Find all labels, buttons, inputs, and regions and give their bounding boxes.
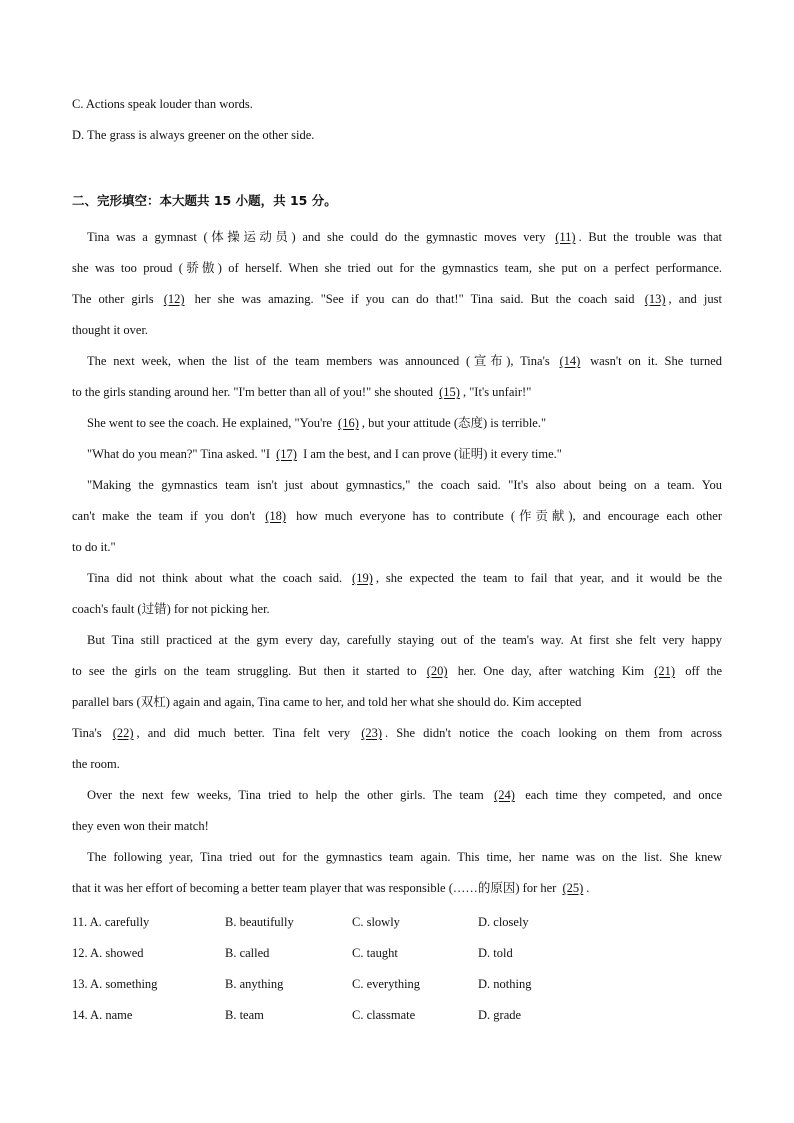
passage-line: to the girls standing around her. "I'm better than all of you!" she shouted (15) , "It's unfair!" xyxy=(72,385,532,399)
answer-option: 13. A. something xyxy=(72,977,158,991)
cloze-blank: (18) xyxy=(265,509,287,523)
passage-line: Over the next few weeks, Tina tried to help the other girls. The team (24) each time they competed, and once xyxy=(87,788,722,802)
answer-option: B. called xyxy=(225,946,270,960)
cloze-blank: (25) xyxy=(562,881,584,895)
passage-line: can't make the team if you don't (18) how much everyone has to contribute (作贡献), and encourage each other xyxy=(72,509,722,523)
cloze-blank: (13) xyxy=(644,292,666,306)
cloze-blank: (20) xyxy=(426,664,448,678)
passage-line: The other girls (12) her she was amazing. "See if you can do that!" Tina said. But the coach said (13) , and just xyxy=(72,292,722,306)
passage-line: The next week, when the list of the team members was announced (宣布), Tina's (14) wasn't on it. She turned xyxy=(87,354,722,368)
answer-option: 11. A. carefully xyxy=(72,915,150,929)
cloze-passage xyxy=(72,222,722,904)
cloze-blank: (14) xyxy=(559,354,581,368)
passage-line: Tina was a gymnast (体操运动员) and she could do the gymnastic moves very (11) . But the trouble was that xyxy=(87,230,723,244)
passage-line: they even won their match! xyxy=(72,819,209,833)
cloze-blank: (12) xyxy=(163,292,185,306)
question-row xyxy=(72,907,722,938)
passage-line: But Tina still practiced at the gym every day, carefully staying out of the team's way. At first she felt very happy xyxy=(87,633,722,647)
answer-option: D. grade xyxy=(478,1008,522,1022)
passage-line: thought it over. xyxy=(72,323,149,337)
passage-line: to see the girls on the team struggling. But then it started to (20) her. One day, after watching Kim (21) off the xyxy=(72,664,722,678)
question-row xyxy=(72,938,722,969)
answer-option: 12. A. showed xyxy=(72,946,144,960)
cloze-blank: (17) xyxy=(276,447,297,461)
passage-line: parallel bars (双杠) again and again, Tina came to her, and told her what she should do. Kim accepted xyxy=(72,695,582,709)
question-row xyxy=(72,1000,722,1031)
option-c: C. Actions speak louder than words. xyxy=(72,97,253,111)
answer-option: D. nothing xyxy=(478,977,532,991)
passage-line: Tina's (22) , and did much better. Tina felt very (23) . She didn't notice the coach looking on them from across xyxy=(72,726,722,740)
answer-option: 14. A. name xyxy=(72,1008,133,1022)
section-heading: 二、完形填空：本大题共 15 小题，共 15 分。 xyxy=(72,193,337,208)
answer-option: D. told xyxy=(478,946,513,960)
passage-line: that it was her effort of becoming a better team player that was responsible (……的原因) for her (25) . xyxy=(72,881,590,895)
passage-line: Tina did not think about what the coach said. (19) , she expected the team to fail that year, and it would be the xyxy=(87,571,722,585)
cloze-blank: (11) xyxy=(555,230,576,244)
cloze-blank: (23) xyxy=(361,726,383,740)
cloze-blank: (21) xyxy=(654,664,676,678)
answer-option: D. closely xyxy=(478,915,529,929)
answer-option: C. taught xyxy=(352,946,398,960)
cloze-blank: (22) xyxy=(112,726,134,740)
answer-option: B. beautifully xyxy=(225,915,294,929)
answer-option: C. everything xyxy=(352,977,421,991)
answer-option: C. slowly xyxy=(352,915,400,929)
passage-line: "Making the gymnastics team isn't just about gymnastics," the coach said. "It's also about being on a team. You xyxy=(87,478,722,492)
passage-line: The following year, Tina tried out for the gymnastics team again. This time, her name was on the list. She knew xyxy=(87,850,722,864)
cloze-blank: (15) xyxy=(439,385,460,399)
answer-option: B. anything xyxy=(225,977,284,991)
answer-option: C. classmate xyxy=(352,1008,416,1022)
cloze-blank: (19) xyxy=(352,571,373,585)
cloze-blank: (24) xyxy=(494,788,515,802)
passage-line: "What do you mean?" Tina asked. "I (17) I am the best, and I can prove (证明) it every time." xyxy=(87,447,562,461)
answer-option: B. team xyxy=(225,1008,264,1022)
cloze-blank: (16) xyxy=(338,416,359,430)
option-d: D. The grass is always greener on the other side. xyxy=(72,128,315,142)
passage-line: She went to see the coach. He explained, "You're (16) , but your attitude (态度) is terrible." xyxy=(87,416,547,430)
passage-line: the room. xyxy=(72,757,120,771)
passage-line: to do it." xyxy=(72,540,116,554)
passage-line: coach's fault (过错) for not picking her. xyxy=(72,602,270,616)
passage-line: she was too proud (骄傲) of herself. When she tried out for the gymnastics team, she put on a perfect performance. xyxy=(72,261,722,275)
question-row xyxy=(72,969,722,1000)
